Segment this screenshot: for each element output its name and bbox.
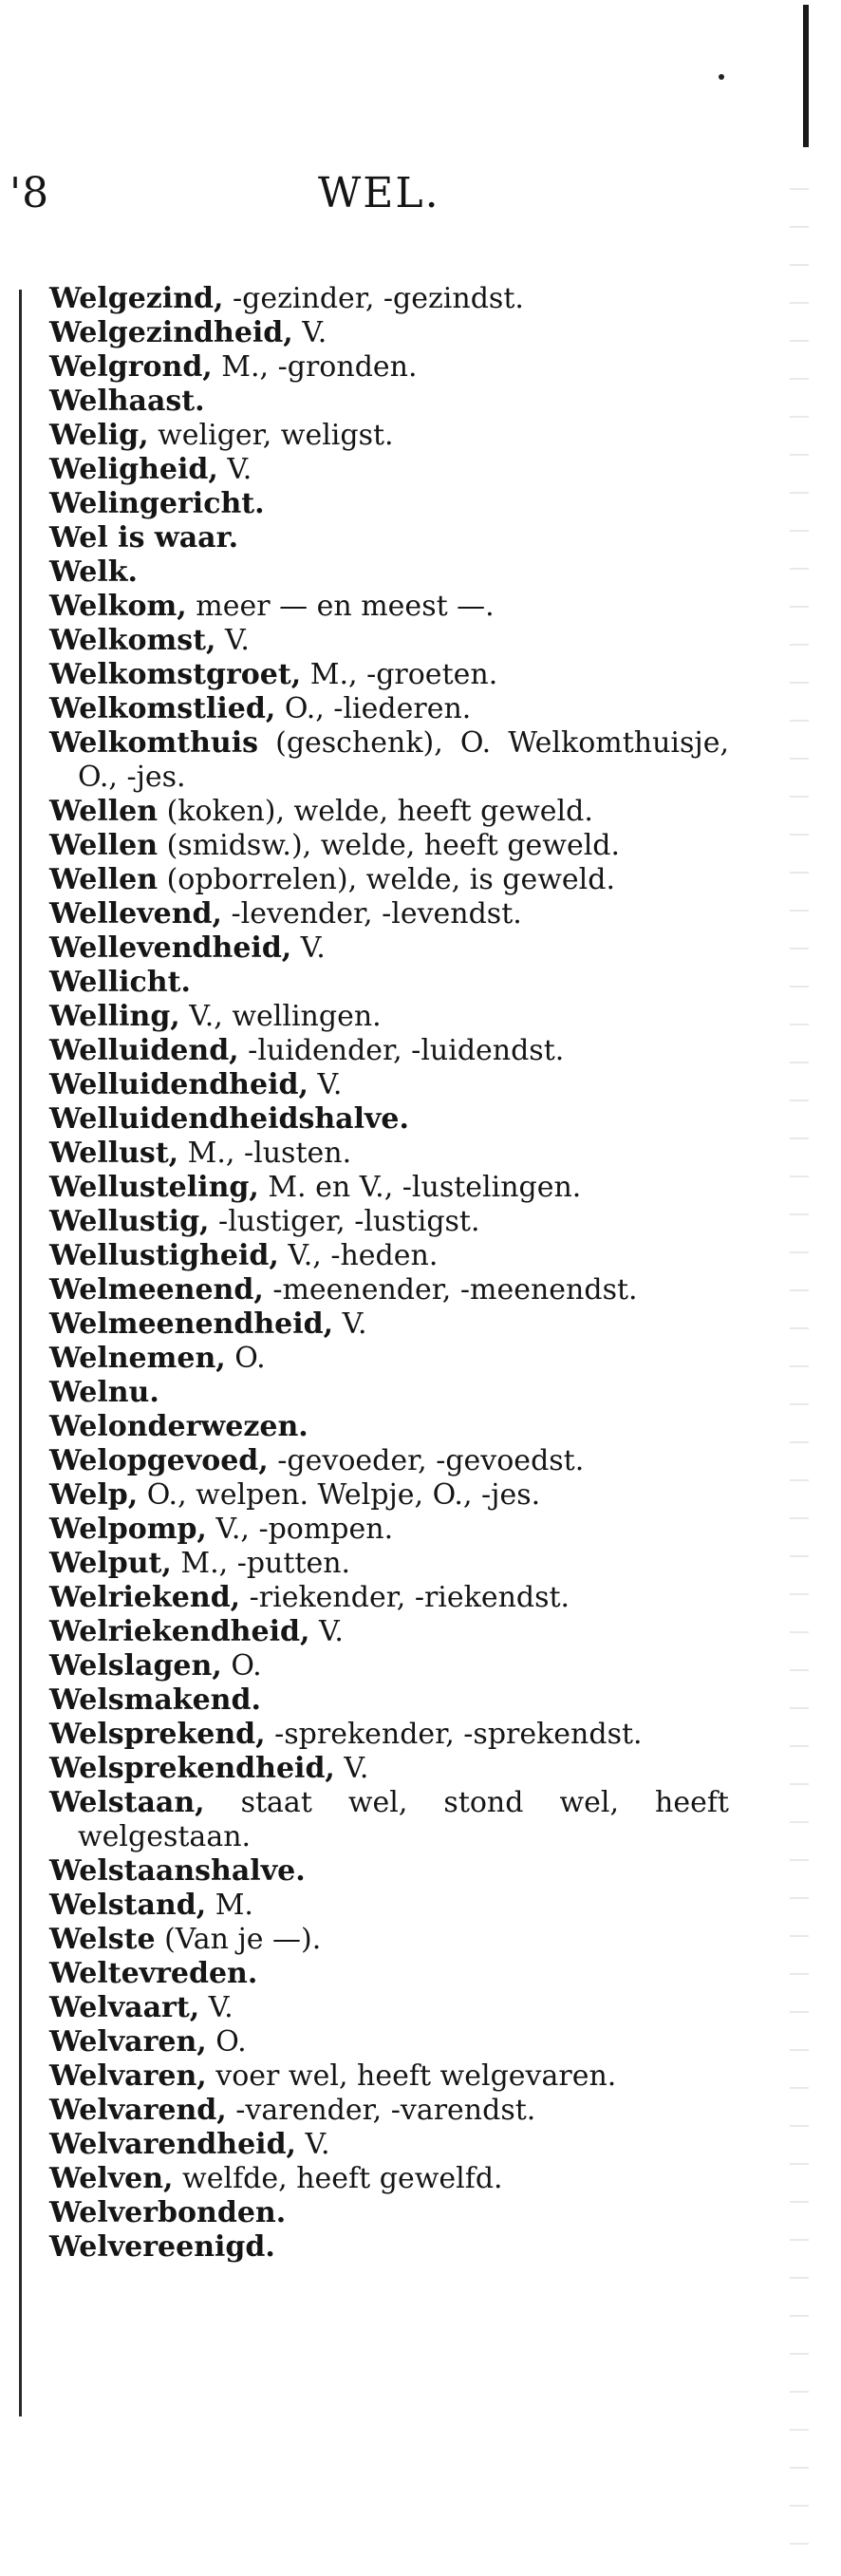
dictionary-entry — [49, 1923, 729, 1957]
dictionary-entry — [49, 282, 729, 316]
dictionary-entry — [49, 1513, 729, 1547]
entry-headword: Welgezindheid, — [49, 316, 293, 349]
entry-headword: Welingericht. — [49, 487, 265, 520]
entry-definition: (Van je —). — [155, 1923, 322, 1956]
scan-edge-noise — [790, 152, 809, 2564]
dictionary-entry — [49, 1957, 729, 1991]
entry-definition: welfde, heeft gewelfd. — [173, 2162, 503, 2195]
dictionary-entry — [49, 863, 729, 897]
entry-headword: Welslagen, — [49, 1649, 222, 1683]
entry-headword: Wellustigheid, — [49, 1239, 279, 1272]
entry-headword: Welluidend, — [49, 1034, 239, 1067]
page-edge-bar — [803, 5, 809, 147]
entry-headword: Welgrond, — [49, 350, 213, 384]
entry-definition: M., -groeten. — [301, 658, 498, 691]
dictionary-entry — [49, 1000, 729, 1034]
page-title: WEL. — [318, 169, 440, 217]
dictionary-entry — [49, 1854, 729, 1889]
dictionary-entry — [49, 624, 729, 658]
entry-definition: O., -liederen. — [275, 692, 472, 725]
entry-headword: Welmeenend, — [49, 1273, 264, 1307]
entry-headword: Welriekend, — [49, 1581, 241, 1614]
entry-definition: -lustiger, -lustigst. — [209, 1205, 480, 1238]
entry-definition: -riekender, -riekendst. — [240, 1581, 570, 1614]
entry-definition: -varender, -varendst. — [226, 2094, 536, 2127]
entry-headword: Welvaren, — [49, 2025, 207, 2059]
entry-headword: Welstaanshalve. — [49, 1854, 306, 1888]
dictionary-entry — [49, 1307, 729, 1342]
entry-headword: Welluidendheidshalve. — [49, 1102, 409, 1136]
entry-headword: Welig, — [49, 419, 149, 452]
entry-definition: V., -heden. — [278, 1239, 439, 1272]
dictionary-entry — [49, 1786, 729, 1854]
entry-definition: M., -lusten. — [178, 1137, 352, 1170]
entry-headword: Welven, — [49, 2162, 174, 2195]
entry-definition: -luidender, -luidendst. — [238, 1034, 565, 1067]
entry-definition: V., -pompen. — [206, 1513, 394, 1546]
entry-definition: V. — [334, 1752, 369, 1785]
dictionary-entry — [49, 1171, 729, 1205]
dictionary-entry — [49, 2128, 729, 2162]
entry-definition: V. — [217, 453, 252, 486]
dictionary-entry — [49, 897, 729, 931]
entry-headword: Welvaren, — [49, 2059, 207, 2093]
entry-headword: Welste — [49, 1923, 156, 1956]
dictionary-entry — [49, 795, 729, 829]
entry-headword: Welgezind, — [49, 282, 224, 315]
entry-definition: -gevoeder, -gevoedst. — [268, 1444, 585, 1477]
entry-definition: V., wellingen. — [179, 1000, 382, 1033]
entry-headword: Wellustig, — [49, 1205, 210, 1238]
entry-headword: Wellen — [49, 795, 159, 828]
entry-definition: O. — [206, 2025, 247, 2059]
page-header — [0, 169, 841, 226]
entry-headword: Welsprekend, — [49, 1718, 266, 1751]
entry-headword: Welopgevoed, — [49, 1444, 269, 1477]
entry-definition: O. — [221, 1649, 262, 1683]
entry-definition: V. — [309, 1615, 344, 1648]
dictionary-entry — [49, 419, 729, 453]
entry-headword: Welmeenendheid, — [49, 1307, 334, 1341]
entry-headword: Wellen — [49, 863, 159, 896]
entry-headword: Welvereenigd. — [49, 2230, 275, 2264]
dictionary-entry — [49, 1137, 729, 1171]
entry-headword: Welverbonden. — [49, 2196, 287, 2229]
entry-definition: (opborrelen), welde, is geweld. — [158, 863, 615, 896]
dictionary-entry — [49, 2196, 729, 2230]
entry-headword: Wel is waar. — [49, 521, 239, 555]
dictionary-entry — [49, 1376, 729, 1410]
entry-headword: Welvarendheid, — [49, 2128, 296, 2161]
dictionary-entry-list — [49, 282, 729, 2265]
dictionary-entry — [49, 1102, 729, 1137]
dictionary-entry — [49, 2059, 729, 2094]
entry-definition: M. en V., -lustelingen. — [258, 1171, 582, 1204]
entry-definition: -gezinder, -gezindst. — [223, 282, 524, 315]
entry-headword: Welpomp, — [49, 1513, 207, 1546]
dictionary-entry — [49, 385, 729, 419]
entry-headword: Welonderwezen. — [49, 1410, 308, 1443]
entry-definition: -sprekender, -sprekendst. — [265, 1718, 643, 1751]
dictionary-entry — [49, 1205, 729, 1239]
dictionary-entry — [49, 1068, 729, 1102]
entry-headword: Welkomst, — [49, 624, 216, 657]
dictionary-entry — [49, 1718, 729, 1752]
entry-headword: Welnemen, — [49, 1342, 226, 1375]
dictionary-entry — [49, 2025, 729, 2059]
entry-headword: Welput, — [49, 1547, 172, 1580]
dictionary-entry — [49, 1752, 729, 1786]
entry-headword: Wellusteling, — [49, 1171, 259, 1204]
entry-definition: weliger, weligst. — [148, 419, 394, 452]
entry-definition: voer wel, heeft welgevaren. — [206, 2059, 617, 2093]
scan-speck — [719, 74, 724, 80]
dictionary-entry — [49, 829, 729, 863]
entry-definition: meer — en meest —. — [186, 590, 495, 623]
entry-headword: Welhaast. — [49, 385, 205, 418]
dictionary-entry — [49, 658, 729, 692]
entry-definition: M., -putten. — [171, 1547, 351, 1580]
entry-headword: Welsprekendheid, — [49, 1752, 335, 1785]
entry-definition: V. — [333, 1307, 367, 1341]
entry-definition: (geschenk), O. Welkomthuisje, O., -jes. — [78, 726, 729, 794]
dictionary-entry — [49, 2094, 729, 2128]
dictionary-entry — [49, 1478, 729, 1513]
entry-headword: Wellust, — [49, 1137, 179, 1170]
entry-headword: Welriekendheid, — [49, 1615, 310, 1648]
entry-definition: (smidsw.), welde, heeft geweld. — [158, 829, 621, 862]
dictionary-entry — [49, 521, 729, 555]
dictionary-entry — [49, 1273, 729, 1307]
entry-headword: Welvaart, — [49, 1991, 200, 2024]
column-rule — [19, 290, 22, 2416]
dictionary-entry — [49, 1581, 729, 1615]
dictionary-entry — [49, 1444, 729, 1478]
dictionary-entry — [49, 1991, 729, 2025]
dictionary-entry — [49, 726, 729, 795]
entry-headword: Welluidendheid, — [49, 1068, 308, 1101]
entry-definition: V. — [296, 2128, 330, 2161]
entry-headword: Welvarend, — [49, 2094, 227, 2127]
dictionary-entry — [49, 1889, 729, 1923]
entry-headword: Welk. — [49, 555, 138, 589]
entry-headword: Welkomthuis — [49, 726, 259, 760]
entry-definition: O. — [225, 1342, 266, 1375]
entry-definition: V. — [292, 316, 327, 349]
entry-headword: Welkom, — [49, 590, 187, 623]
entry-definition: (koken), welde, heeft geweld. — [158, 795, 593, 828]
entry-definition: staat wel, stond wel, heeft welgestaan. — [78, 1786, 729, 1853]
entry-headword: Wellen — [49, 829, 159, 862]
dictionary-entry — [49, 1239, 729, 1273]
dictionary-entry — [49, 590, 729, 624]
dictionary-entry — [49, 931, 729, 966]
entry-definition: O., welpen. Welpje, O., -jes. — [138, 1478, 541, 1512]
dictionary-entry — [49, 316, 729, 350]
entry-headword: Welkomstgroet, — [49, 658, 302, 691]
dictionary-entry — [49, 1615, 729, 1649]
entry-definition: V. — [308, 1068, 343, 1101]
page-number: '8 — [9, 169, 50, 217]
dictionary-entry — [49, 692, 729, 726]
dictionary-entry — [49, 453, 729, 487]
entry-definition: -levender, -levendst. — [221, 897, 522, 931]
entry-headword: Welkomstlied, — [49, 692, 276, 725]
dictionary-entry — [49, 2230, 729, 2265]
entry-definition: M., -gronden. — [212, 350, 418, 384]
entry-definition: V. — [215, 624, 250, 657]
dictionary-entry — [49, 1034, 729, 1068]
entry-headword: Welp, — [49, 1478, 139, 1512]
entry-headword: Welsmakend. — [49, 1683, 261, 1717]
dictionary-entry — [49, 1410, 729, 1444]
dictionary-entry — [49, 1342, 729, 1376]
dictionary-entry — [49, 1649, 729, 1683]
dictionary-entry — [49, 2162, 729, 2196]
entry-headword: Wellevend, — [49, 897, 222, 931]
entry-definition: -meenender, -meenendst. — [263, 1273, 638, 1307]
dictionary-entry — [49, 487, 729, 521]
dictionary-entry — [49, 1547, 729, 1581]
dictionary-entry — [49, 1683, 729, 1718]
entry-definition: V. — [199, 1991, 234, 2024]
entry-headword: Weltevreden. — [49, 1957, 258, 1990]
entry-headword: Weligheid, — [49, 453, 218, 486]
entry-headword: Welstand, — [49, 1889, 207, 1922]
entry-headword: Wellicht. — [49, 966, 191, 999]
entry-headword: Welstaan, — [49, 1786, 205, 1819]
entry-headword: Welnu. — [49, 1376, 159, 1409]
dictionary-entry — [49, 966, 729, 1000]
entry-headword: Welling, — [49, 1000, 180, 1033]
entry-definition: V. — [291, 931, 326, 965]
entry-headword: Wellevendheid, — [49, 931, 292, 965]
dictionary-entry — [49, 555, 729, 590]
dictionary-entry — [49, 350, 729, 385]
entry-definition: M. — [206, 1889, 253, 1922]
